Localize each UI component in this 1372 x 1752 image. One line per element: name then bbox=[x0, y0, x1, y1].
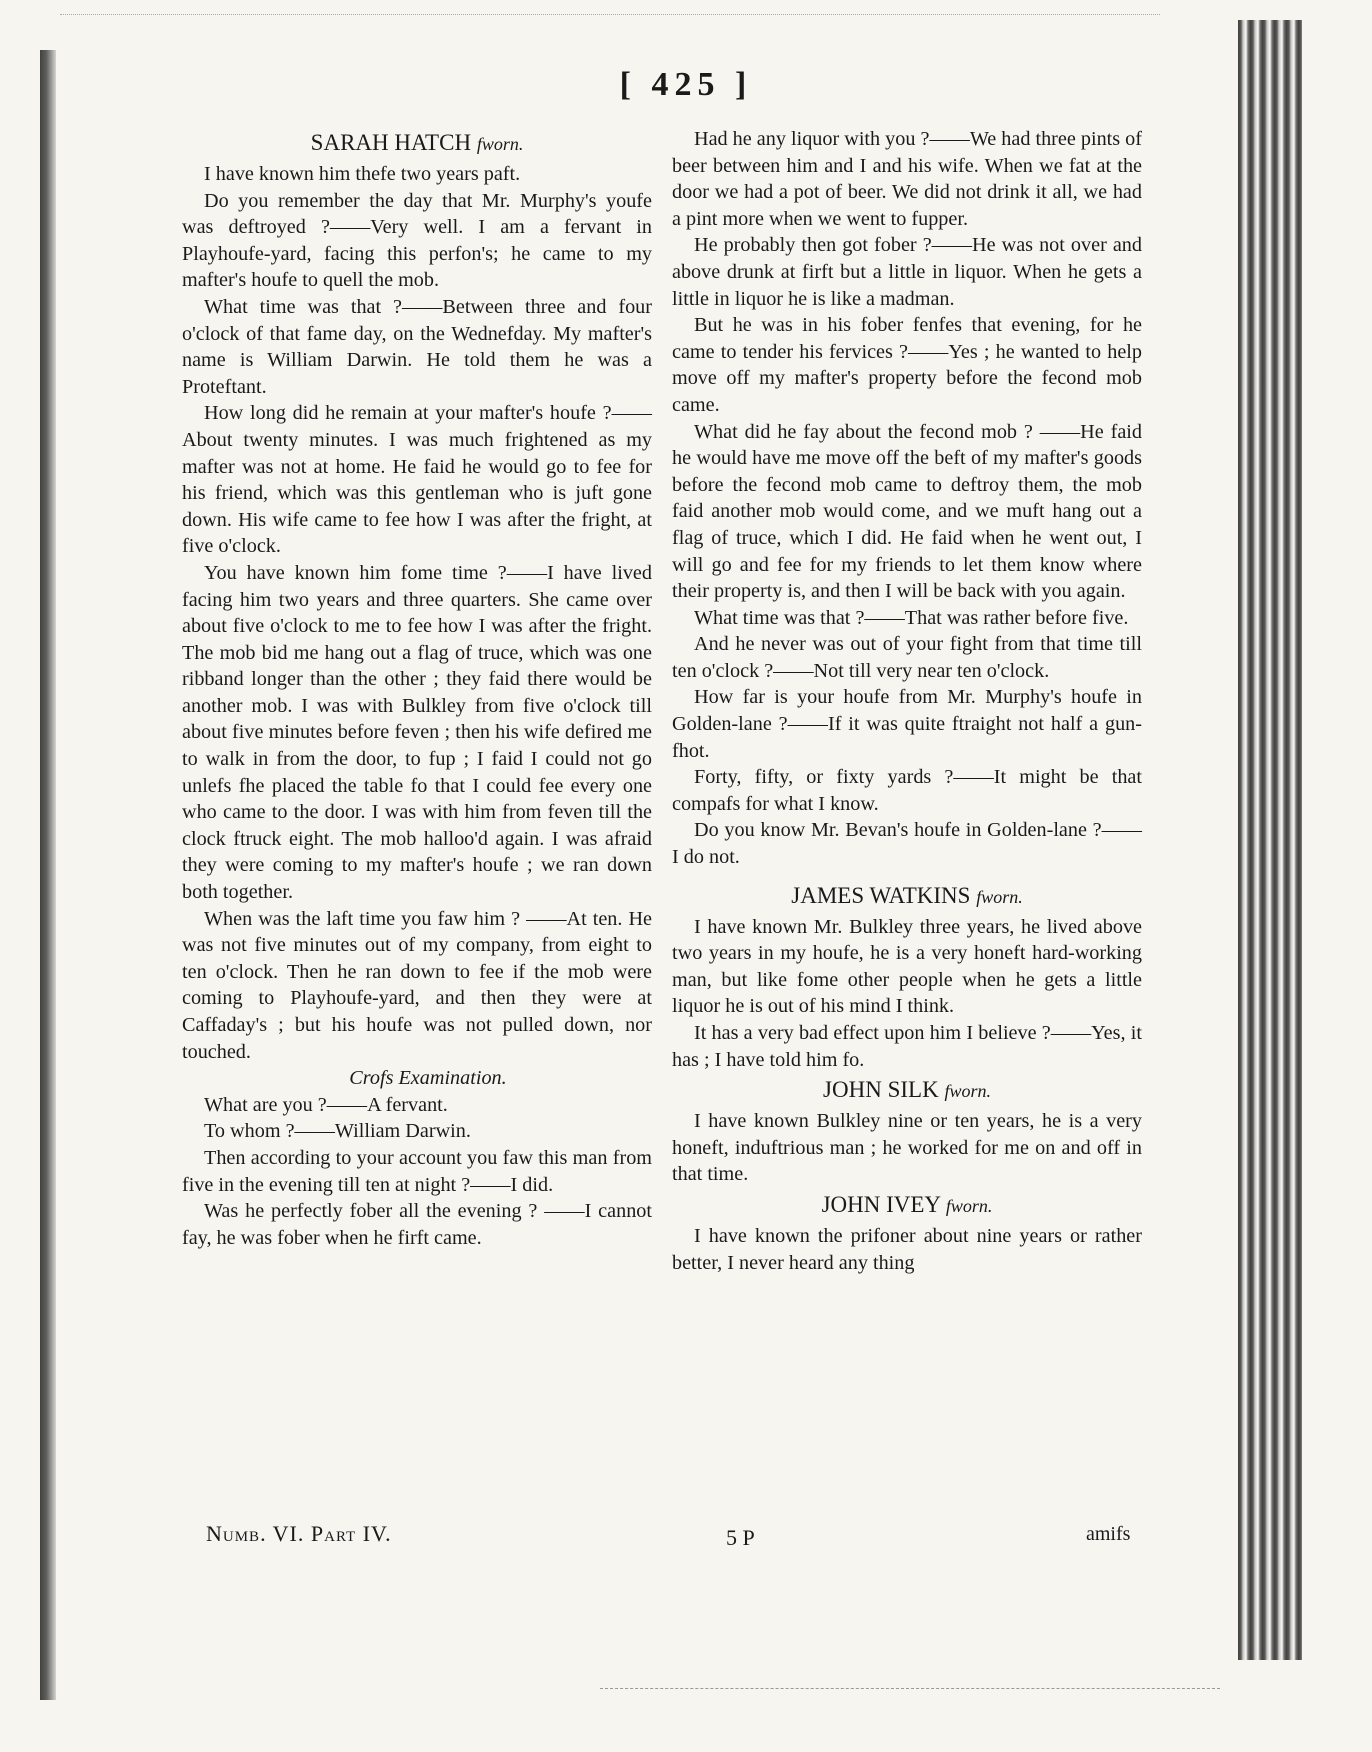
catchword: amifs bbox=[1086, 1523, 1131, 1545]
witness-heading-james-watkins bbox=[672, 881, 1142, 912]
sworn-label: fworn. bbox=[476, 134, 524, 154]
paragraph: When was the laft time you faw him ? ——At ten. He was not five minutes out of my company, from eight to ten o'clock. Then he ran down to fee if the mob were coming to Playhoufe-yard, and then they were at Caffaday's ; but his houfe was not pulled down, nor touched. bbox=[182, 907, 652, 1063]
paragraph: To whom ?——William Darwin. bbox=[204, 1120, 471, 1143]
paragraph: And he never was out of your fight from that time till ten o'clock ?——Not till very near ten o'clock. bbox=[672, 633, 1142, 682]
witness-heading-sarah-hatch bbox=[182, 128, 652, 159]
paragraph: You have known him fome time ?——I have lived facing him two years and three quarters. She came over about five o'clock to me to fee how I was after the fright. The mob bid me hang out a flag of truce, which was one ribband longer than the other ; they faid there would be another mob. I was with Bulkley from five o'clock till about five minutes before feven ; then his wife defired me to walk in from the door, to fup ; I faid I could not go unlefs fhe placed the table fo that I could fee every one who came to the door. I was with him from feven till the clock ftruck eight. The mob halloo'd again. I was afraid they were coming to my mafter's houfe ; we ran down both together. bbox=[182, 561, 652, 904]
page-edge-shadow bbox=[1238, 20, 1302, 1660]
paragraph: Do you know Mr. Bevan's houfe in Golden-lane ?——I do not. bbox=[672, 819, 1142, 869]
paragraph: I have known him thefe two years paft. bbox=[204, 163, 521, 185]
paragraph: Forty, fifty, or fixty yards ?——It might be that compafs for what I know. bbox=[672, 766, 1142, 815]
left-column bbox=[182, 126, 652, 1251]
page-number: [ 425 ] bbox=[619, 66, 753, 103]
paragraph: What time was that ?——Between three and four o'clock of that fame day, on the Wednefday. My mafter's name is William Darwin. He told them he was a Proteftant. bbox=[182, 295, 652, 398]
paragraph: Was he perfectly fober all the evening ? ——I cannot fay, he was fober when he firft came. bbox=[182, 1200, 652, 1249]
right-column bbox=[672, 126, 1142, 1276]
scan-noise-bottom bbox=[600, 1688, 1220, 1693]
witness-name: JOHN IVEY bbox=[821, 1191, 941, 1217]
cross-examination-heading: Crofs Examination. bbox=[349, 1067, 507, 1090]
paragraph: What are you ?——A fervant. bbox=[204, 1093, 448, 1116]
witness-heading-john-silk bbox=[672, 1075, 1142, 1106]
paragraph: He probably then got fober ?——He was not over and above drunk at firft but a little in liquor. When he gets a little in liquor he is like a madman. bbox=[672, 234, 1142, 310]
witness-name: JOHN SILK bbox=[823, 1077, 939, 1103]
paragraph: I have known Mr. Bulkley three years, he lived above two years in my houfe, he is a very honeft hard-working man, but like fome other people when he gets a little liquor he is out of his mind I think. bbox=[672, 915, 1142, 1018]
sworn-label: fworn. bbox=[944, 1081, 991, 1102]
paragraph: Then according to your account you faw this man from five in the evening till ten at night ?——I did. bbox=[182, 1146, 652, 1196]
paragraph: How long did he remain at your mafter's houfe ?——About twenty minutes. I was much frightened as my mafter was not at home. He faid he would go to fee for his friend, which was this gentleman who is juft gone down. His wife came to fee how I was after the fright, at five o'clock. bbox=[182, 402, 652, 558]
paragraph: I have known the prifoner about nine years or rather better, I never heard any thing bbox=[672, 1224, 1142, 1274]
paragraph: I have known Bulkley nine or ten years, he is a very honeft, induftrious man ; he worked for me on and off in that time. bbox=[672, 1110, 1142, 1186]
paragraph: It has a very bad effect upon him I believe ?——Yes, it has ; I have told him fo. bbox=[672, 1022, 1142, 1071]
paragraph: Had he any liquor with you ?——We had three pints of beer between him and I and his wife. When we fat at the door we had a pot of beer. We did not drink it all, we had a pint more when we went to fupper. bbox=[672, 128, 1142, 230]
witness-name: SARAH HATCH bbox=[310, 130, 472, 155]
sworn-label: fworn. bbox=[945, 1195, 993, 1216]
paragraph: But he was in his fober fenfes that evening, for he came to tender his fervices ?——Yes ; he wanted to help move off my mafter's property before the fecond mob came. bbox=[672, 314, 1142, 416]
paragraph: Do you remember the day that Mr. Murphy's youfe was deftroyed ?——Very well. I am a fervant in Playhoufe-yard, facing this perfon's; he came to my mafter's houfe to quell the mob. bbox=[182, 189, 652, 292]
paragraph: What did he fay about the fecond mob ? ——He faid he would have me move off the beft of my mafter's goods before the fecond mob came to deftroy them, the mob faid another mob would come, and we muft hang out a flag of truce, which I did. He faid when he went out, I will go and fee for my friends to let them know where their property is, and then I will be back with you again. bbox=[672, 420, 1142, 603]
scan-noise-top bbox=[60, 14, 1160, 23]
binding-shadow bbox=[40, 50, 56, 1700]
signature-mark: 5 P bbox=[726, 1525, 755, 1550]
issue-line: Numb. VI. Part IV. bbox=[206, 1521, 392, 1546]
paragraph: How far is your houfe from Mr. Murphy's houfe in Golden-lane ?——If it was quite ftraight not half a gun-fhot. bbox=[672, 686, 1142, 762]
sworn-label: fworn. bbox=[976, 886, 1023, 907]
paragraph: What time was that ?——That was rather before five. bbox=[694, 606, 1129, 629]
witness-heading-john-ivey bbox=[672, 1190, 1142, 1221]
witness-name: JAMES WATKINS bbox=[791, 882, 971, 908]
